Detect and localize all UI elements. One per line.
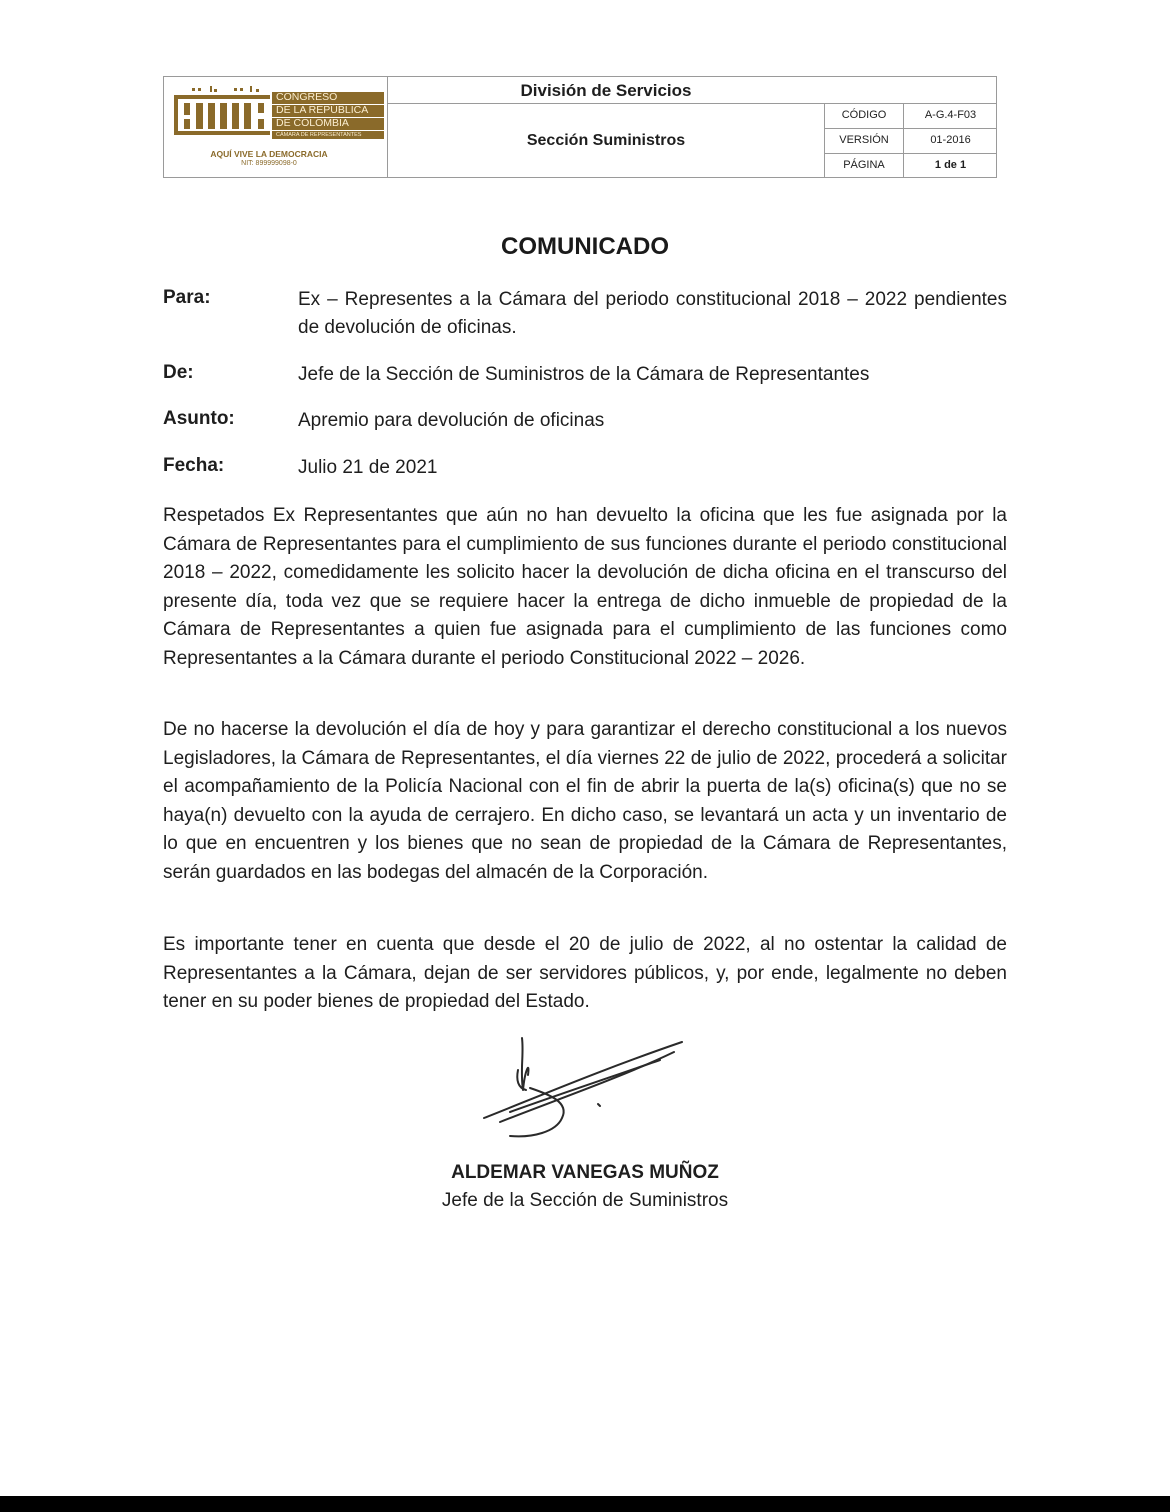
fecha-label: Fecha: <box>163 455 225 476</box>
capitol-columns-icon <box>172 85 272 147</box>
de-value: Jefe de la Sección de Suministros de la Cámara de Representantes <box>298 364 870 385</box>
para-value: Ex – Represente​s a la Cámara del periodo constitucional 2018 – 2022 pendientes de devolución de oficinas. <box>298 289 1007 338</box>
body-paragraph-1: Respetados Ex Representantes que aún no han devuelto la oficina que les fue asignada por la Cámara de Representantes para el cumplimiento de sus funciones durante el periodo constitucional 2018 – 2022, comedidamente les solicito hacer la devolución de dicha oficina en el transcurso del presente día, toda vez que se requiere hacer la entrega de dicho inmueble de propiedad de la Cámara de Representantes a quien fue asignada para el cumplimiento de las funciones como Representantes a la Cámara durante el periodo Constitucional 2022 – 2026. <box>163 505 1007 669</box>
document-meta <box>824 104 997 177</box>
document-title: COMUNICADO <box>501 233 669 260</box>
signatory-role: Jefe de la Sección de Suministros <box>441 1190 729 1211</box>
division-cell <box>388 77 996 104</box>
meta-value: 01-2016 <box>930 134 971 146</box>
congress-logo <box>164 77 388 177</box>
meta-label: PÁGINA <box>843 159 885 171</box>
handwritten-signature <box>470 1030 700 1145</box>
asunto-label: Asunto: <box>163 408 235 429</box>
asunto-value: Apremio para devolución de oficinas <box>298 410 605 431</box>
logo-motto: AQUÍ VIVE LA DEMOCRACIA <box>210 149 328 159</box>
bottom-border <box>0 1496 1170 1512</box>
logo-text-colombia: DE COLOMBIA <box>272 118 384 130</box>
meta-value: A-G.4-F03 <box>924 109 977 121</box>
section-cell <box>388 104 824 177</box>
signatory-name: ALDEMAR VANEGAS MUÑOZ <box>451 1162 719 1183</box>
meta-value: 1 de 1 <box>934 159 967 171</box>
fecha-value: Julio 21 de 2021 <box>298 457 438 478</box>
meta-label: VERSIÓN <box>839 134 889 146</box>
de-label: De: <box>163 362 194 383</box>
document-header-table <box>163 76 997 178</box>
body-paragraph-2: De no hacerse la devolución el día de hoy y para garantizar el derecho constitucional a los nuevos Legisladores, la Cámara de Representantes, el día viernes 22 de julio de 2022, procederá a solicitar el acompañamiento de la Policía Nacional con el fin de abrir la puerta de la(s) oficina(s) que no se haya(n) devuelto con la ayuda de cerrajero. En dicho caso, se levantará un acta y un inventario de lo que en encuentren y los bienes que no sean de propiedad de la Cámara de Representantes, serán guardados en las bodegas del almacén de la Corporación. <box>163 719 1007 883</box>
logo-text-camara: CÁMARA DE REPRESENTANTES <box>272 131 384 139</box>
body-paragraph-3: Es importante tener en cuenta que desde el 20 de julio de 2022, al no ostentar la calidad de Representantes a la Cámara, dejan de ser servidores públicos, y, por ende, legalmente no deben tener en su poder bienes de propiedad del Estado. <box>163 934 1007 1012</box>
meta-row-version <box>825 129 997 154</box>
logo-nit: NIT: 899999098-0 <box>241 160 297 167</box>
para-label: Para: <box>163 287 211 308</box>
division-name: División de Servicios <box>520 81 692 100</box>
logo-text-republica: DE LA REPÚBLICA <box>272 105 384 117</box>
meta-row-codigo <box>825 104 997 129</box>
section-name: Sección Suministros <box>526 132 686 149</box>
meta-label: CÓDIGO <box>841 109 887 121</box>
meta-row-pagina <box>825 154 997 178</box>
logo-text-congreso: CONGRESO <box>272 92 384 104</box>
